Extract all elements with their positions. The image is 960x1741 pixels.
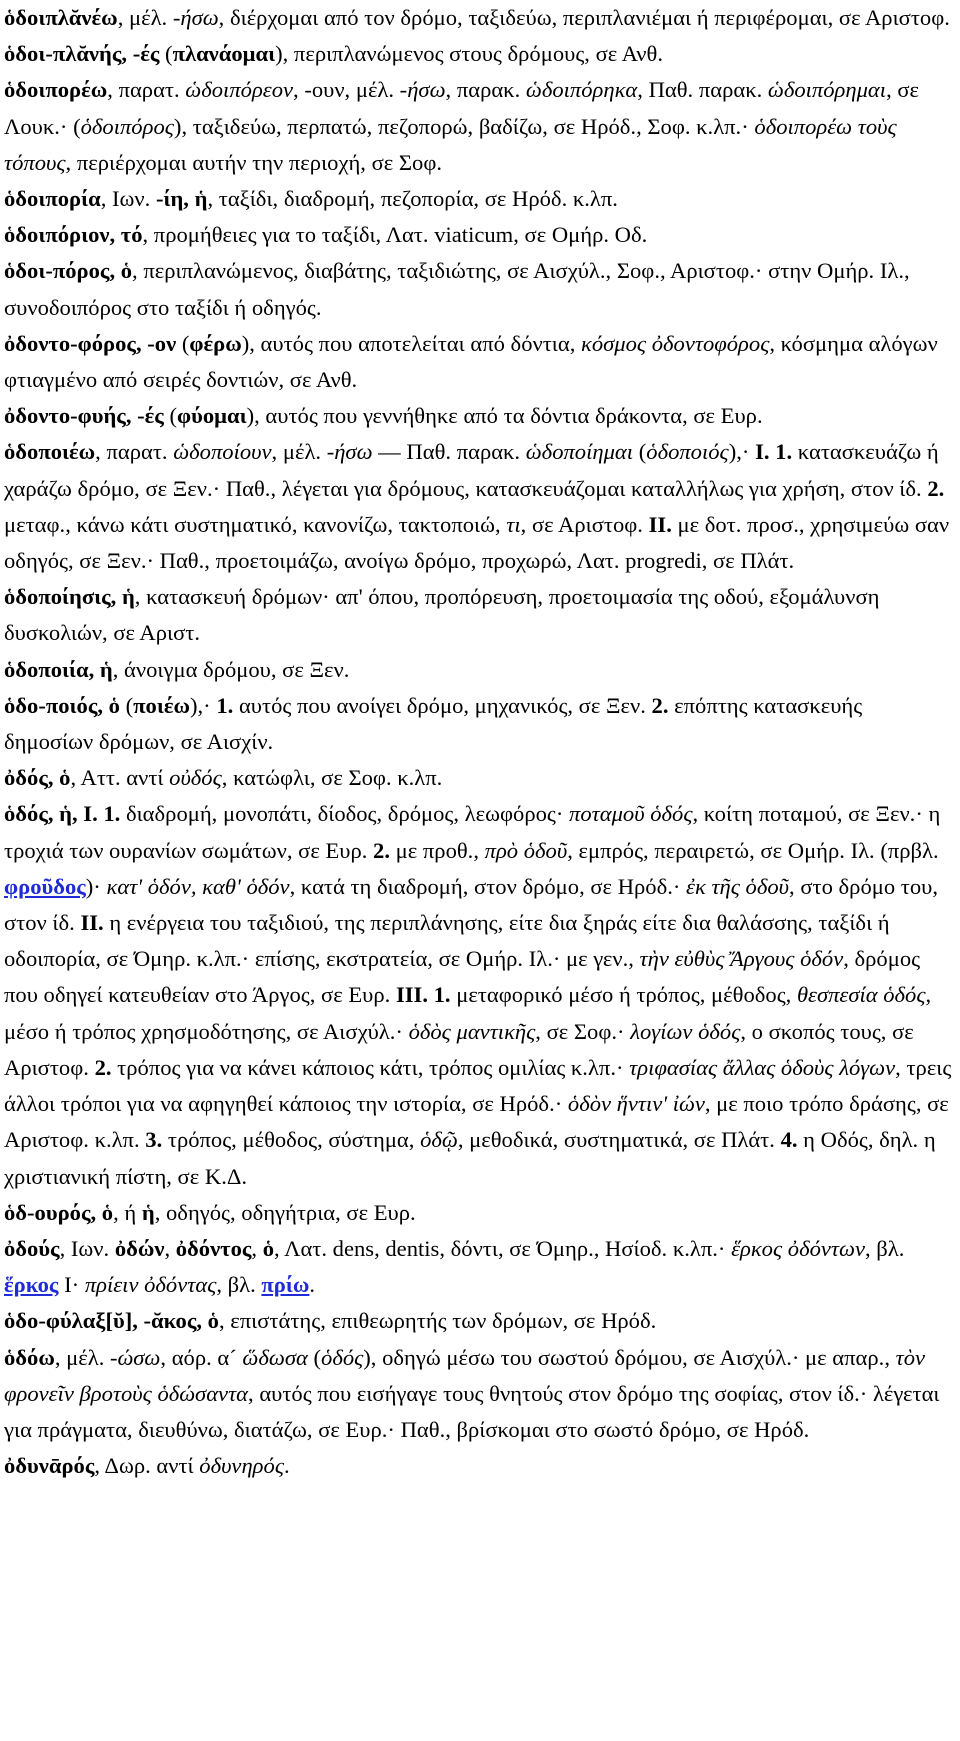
entry-text: , περιέρχομαι αυτήν την περιοχή, σε Σοφ. xyxy=(65,149,443,175)
entry-text: ),· xyxy=(190,692,217,718)
italic-text: οὐδός xyxy=(169,765,222,791)
entry-text: , κοίτη ποταμού, σε Ξεν.· η τροχιά των ουρανίων σωμάτων, σε Ευρ. xyxy=(4,801,941,863)
italic-text: ὡδοποίουν xyxy=(173,439,272,465)
italic-text: κόσμος ὀδοντοφόρος xyxy=(581,330,770,356)
cross-reference-link[interactable]: ἕρκος xyxy=(4,1272,59,1298)
headword-bold: ποιέω xyxy=(133,692,190,718)
headword-bold: ὁδοποιία, ἡ xyxy=(4,656,113,682)
headword-bold: 4. xyxy=(780,1127,798,1153)
entry-text: , βλ. xyxy=(216,1272,262,1298)
italic-text: ὁδοιπορέω τοὺς τόπους xyxy=(4,113,897,175)
entry-text: ( xyxy=(159,41,173,67)
entry-text: , με ποιο τρόπο δράσης, σε Αριστοφ. κ.λπ. xyxy=(4,1091,949,1153)
entry-text: , προμήθειες για το ταξίδι, Λατ. viaticum, σε Ομήρ. Οδ. xyxy=(142,222,648,248)
entry-text: τρόπος, μέθοδος, σύστημα, xyxy=(162,1127,421,1153)
italic-text: ὡδοιπόρημαι xyxy=(767,77,887,103)
entry-text: η Οδός, δηλ. η χριστιανική πίστη, σε Κ.Δ. xyxy=(4,1127,936,1189)
headword-bold: φύομαι xyxy=(177,403,247,429)
entry-text: ( xyxy=(119,692,134,718)
entry-text: , σε Λουκ.· ( xyxy=(4,77,920,139)
italic-text: -ήσω xyxy=(172,5,219,30)
headword-bold: III. 1. xyxy=(395,982,451,1008)
entry-text: ), ταξιδεύω, περπατώ, πεζοπορώ, βαδίζω, σε Ηρόδ., Σοφ. κ.λπ.· xyxy=(173,113,755,139)
italic-text: ὡδοιπόρηκα xyxy=(525,77,638,103)
entry-text: , παρατ. xyxy=(107,77,186,103)
italic-text: πρὸ ὁδοῦ xyxy=(484,837,568,863)
headword-bold: 1. xyxy=(216,692,234,718)
entry-text: . xyxy=(309,1272,316,1298)
italic-text: ὁδὸς μαντικῆς xyxy=(408,1018,536,1044)
dictionary-entry xyxy=(4,652,952,688)
headword-bold: I. 1. xyxy=(755,439,793,465)
entry-text: , ή xyxy=(113,1199,142,1225)
entry-text: με δοτ. προσ., χρησιμεύω σαν οδηγός, σε Ξεν.· Παθ., προετοιμάζω, ανοίγω δρόμο, προχωρώ, Λατ. progredi, σε Πλάτ. xyxy=(4,511,950,574)
italic-text: ὁδῷ xyxy=(420,1127,458,1153)
entry-text: , ο σκοπός τους, σε Αριστοφ. xyxy=(4,1018,914,1080)
entry-text: , επιστάτης, επιθεωρητής των δρόμων, σε Ηρόδ. xyxy=(218,1308,657,1334)
headword-bold: 2. xyxy=(373,837,390,863)
dictionary-entry xyxy=(4,398,952,434)
entry-text: ),· xyxy=(728,439,756,465)
entry-text: ), αυτός που γεννήθηκε από τα δόντια δράκοντα, σε Ευρ. xyxy=(246,403,763,429)
dictionary-entry xyxy=(4,1448,952,1484)
entry-text: επόπτης κατασκευής δημοσίων δρόμων, σε Αισχίν. xyxy=(4,692,863,755)
entry-text: , εμπρός, περαιρετώ, σε Ομήρ. Ιλ. (πρβλ. xyxy=(567,837,939,863)
entry-text: τρόπος για να κάνει κάποιος κάτι, τρόπος ομιλίας κ.λπ.· xyxy=(111,1054,630,1080)
cross-reference-link[interactable]: πρίω xyxy=(261,1272,310,1298)
entry-text: , ταξίδι, διαδρομή, πεζοπορία, σε Ηρόδ. κ.λπ. xyxy=(207,186,618,212)
entry-text: , κατά τη διαδρομή, στον δρόμο, σε Ηρόδ.· xyxy=(289,873,687,899)
italic-text: πρίειν ὀδόντας xyxy=(84,1272,217,1298)
headword-bold: ὁδός, ἡ, I. 1. xyxy=(4,801,121,827)
headword-bold: ὁ xyxy=(262,1235,275,1261)
italic-text: ὁδός xyxy=(321,1344,364,1370)
headword-bold: ὁδ-ουρός, ὁ xyxy=(4,1199,114,1225)
headword-bold: πλανάομαι xyxy=(172,41,276,67)
entry-text: , δρόμος που οδηγεί κατευθείαν στο Άργος, σε Ευρ. xyxy=(4,946,921,1008)
dictionary-entry xyxy=(4,253,952,325)
italic-text: -ήσω xyxy=(326,439,373,465)
entry-text: , Ιων. xyxy=(59,1235,115,1261)
entry-text: ( xyxy=(176,330,190,356)
italic-text: κατ' ὁδόν, καθ' ὁδόν xyxy=(106,873,290,899)
entry-text: η ενέργεια του ταξιδιού, της περιπλάνησης, είτε δια ξηράς είτε δια θαλάσσης, ταξίδι ή οδοιπορία, σε Όμηρ. κ.λπ.· επίσης, εκστρατεία, σε Ομήρ. Ιλ.· με γεν., xyxy=(4,910,890,972)
dictionary-entry xyxy=(4,326,952,398)
headword-bold: ὁδο-ποιός, ὁ xyxy=(4,692,120,718)
entry-text: , Παθ. παρακ. xyxy=(637,77,768,103)
headword-bold: ὁδοποιέω xyxy=(4,439,96,465)
headword-bold: 2. xyxy=(651,692,669,718)
dictionary-entry xyxy=(4,72,952,181)
dictionary-entry xyxy=(4,1195,952,1231)
italic-text: τὸν φρονεῖν βροτοὺς ὁδώσαντα xyxy=(4,1344,926,1406)
headword-bold: ὀδούς xyxy=(4,1235,60,1261)
entry-text: , μέλ. xyxy=(54,1344,110,1370)
italic-text: ὁδὸν ἥντιν' ἰών xyxy=(567,1091,705,1117)
entry-text: , μέλ. xyxy=(117,5,173,30)
dictionary-entry xyxy=(4,217,952,253)
italic-text: τι xyxy=(506,511,521,537)
entry-text: , μεθοδικά, συστηματικά, σε Πλάτ. xyxy=(457,1127,781,1153)
dictionary-entry xyxy=(4,760,952,796)
dictionary-entry xyxy=(4,434,952,579)
entry-text: , -ουν, μέλ. - xyxy=(293,77,408,103)
headword-bold: ὁδο-φύλαξ[ῠ], -ᾰκος, ὁ xyxy=(4,1308,219,1334)
headword-bold: ὀδοντο-φόρος, -ον xyxy=(4,330,177,356)
entry-text: ( xyxy=(307,1344,322,1370)
italic-text: θεσπεσία ὁδός xyxy=(796,982,926,1008)
entry-text: , κατώφλι, σε Σοφ. κ.λπ. xyxy=(221,765,443,791)
dictionary-entry xyxy=(4,181,952,217)
entry-text: , βλ. xyxy=(864,1235,905,1261)
dictionary-entry xyxy=(4,1340,952,1449)
headword-bold: -ίη, ἡ xyxy=(155,186,208,212)
entry-text: , σε Σοφ.· xyxy=(535,1018,631,1044)
headword-bold: ὀδόντος xyxy=(175,1235,252,1261)
entry-text: , Αττ. αντί xyxy=(70,765,170,791)
entry-text: ), περιπλανώμενος στους δρόμους, σε Ανθ. xyxy=(275,41,663,67)
entry-text: , τρεις άλλοι τρόποι για να αφηγηθεί κάποιος την ιστορία, σε Ηρόδ.· xyxy=(4,1054,952,1117)
italic-text: ἕρκος ὀδόντων xyxy=(731,1235,865,1261)
cross-reference-link[interactable]: φροῦδος xyxy=(4,873,86,899)
dictionary-entry xyxy=(4,0,952,36)
dictionary-entry xyxy=(4,36,952,72)
entry-text: , κόσμημα αλόγων φτιαγμένο από σειρές δοντιών, σε Ανθ. xyxy=(4,330,938,393)
headword-bold: 3. xyxy=(145,1127,163,1153)
entry-text: , διέρχομαι από τον δρόμο, ταξιδεύω, περιπλανιέμαι ή περιφέρομαι, σε Αριστοφ. xyxy=(218,5,950,30)
entry-text: , Λατ. dens, dentis, δόντι, σε Όμηρ., Ησίοδ. κ.λπ.· xyxy=(274,1235,732,1261)
entry-text: , περιπλανώμενος, διαβάτης, ταξιδιώτης, σε Αισχύλ., Σοφ., Αριστοφ.· στην Ομήρ. Ιλ., συνοδοιπόρος στο ταξίδι ή οδηγός. xyxy=(4,258,910,320)
dictionary-entry xyxy=(4,579,952,651)
italic-text: ὡδοιπόρεον xyxy=(185,77,294,103)
entry-text: , σε Αριστοφ. xyxy=(520,511,649,537)
entry-text: , μέσο ή τρόπος χρησμοδότησης, σε Αισχύλ.· xyxy=(4,982,932,1044)
entry-text: , οδηγός, οδηγήτρια, σε Ευρ. xyxy=(154,1199,416,1225)
dictionary-entry xyxy=(4,1303,952,1339)
headword-bold: ἡ xyxy=(141,1199,155,1225)
italic-text: ὁδοποιός xyxy=(646,439,729,465)
italic-text: ὁδοιπόρος xyxy=(80,113,174,139)
headword-bold: ὁδοιπόριον, τό xyxy=(4,222,143,248)
headword-bold: ὀδοντο-φυής, -ές xyxy=(4,403,164,429)
entry-text: , xyxy=(251,1235,263,1261)
headword-bold: II. xyxy=(80,910,104,936)
entry-text: , Δωρ. αντί xyxy=(94,1453,200,1479)
headword-bold: ὁδόω xyxy=(4,1344,55,1370)
entry-text: , αυτός που εισήγαγε τους θνητούς στον δρόμο της σοφίας, στον ίδ.· λέγεται για πράγματα, διευθύνω, διατάζω, σε Ευρ.· Παθ., βρίσκομαι στο σωστό δρόμο, σε Ηρόδ. xyxy=(4,1380,940,1442)
headword-bold: 2. xyxy=(927,475,945,501)
entry-text: μεταφ., κάνω κάτι συστηματικό, κανονίζω, τακτοποιώ, xyxy=(4,511,507,537)
headword-bold: ὁδοι-πόρος, ὁ xyxy=(4,258,133,284)
headword-bold: 2. xyxy=(94,1054,112,1080)
entry-text: κατασκευάζω ή χαράζω δρόμο, σε Ξεν.· Παθ., λέγεται για δρόμους, κατασκευάζομαι καταλλήλως για χρήση, στον ίδ. xyxy=(4,439,939,501)
entry-text: )· xyxy=(85,873,107,899)
entry-text: διαδρομή, μονοπάτι, δίοδος, δρόμος, λεωφόρος· xyxy=(120,801,570,827)
headword-bold: ὁδοιπορέω xyxy=(4,77,108,103)
italic-text: ὀδυνηρός xyxy=(199,1453,284,1479)
italic-text: τριφασίας ἄλλας ὁδοὺς λόγων xyxy=(629,1054,896,1080)
italic-text: ὥδωσα xyxy=(242,1344,308,1370)
headword-bold: ὁδοι-πλᾰνής, -ές xyxy=(4,41,160,67)
entry-text: με προθ., xyxy=(389,837,485,863)
entry-text: ), οδηγώ μέσω του σωστού δρόμου, σε Αισχύλ.· με απαρ., xyxy=(363,1344,896,1370)
entry-text: , άνοιγμα δρόμου, σε Ξεν. xyxy=(112,656,350,682)
entry-text: ( xyxy=(633,439,647,465)
dictionary-entry xyxy=(4,1231,952,1303)
entry-text: , στο δρόμο του, στον ίδ. xyxy=(4,873,939,936)
headword-bold: ὁδοποίησις, ἡ xyxy=(4,584,135,610)
entry-text: , μέλ. xyxy=(271,439,327,465)
dictionary-entry xyxy=(4,796,952,1194)
entry-text: , αόρ. α´ xyxy=(160,1344,243,1370)
italic-text: ποταμοῦ ὁδός xyxy=(569,801,693,827)
headword-bold: φέρω xyxy=(189,330,242,356)
entry-text: , παρατ. xyxy=(95,439,174,465)
italic-text: ὡδοποίημαι xyxy=(525,439,634,465)
entry-text: I· xyxy=(58,1272,85,1298)
italic-text: τὴν εὐθὺς Ἄργους ὁδόν xyxy=(639,946,844,972)
italic-text: ἐκ τῆς ὁδοῦ xyxy=(686,873,790,899)
headword-bold: ὀδός, ὁ xyxy=(4,765,71,791)
dictionary-entry xyxy=(4,688,952,760)
italic-text: -ώσω xyxy=(110,1344,161,1370)
entry-text: ), αυτός που αποτελείται από δόντια, xyxy=(241,330,582,356)
entry-text: , Ιων. xyxy=(100,186,156,212)
italic-text: λογίων ὁδός xyxy=(630,1018,741,1044)
entry-text: μεταφορικό μέσο ή τρόπος, μέθοδος, xyxy=(450,982,797,1008)
entry-text: . xyxy=(283,1453,290,1479)
headword-bold: ὁδοιπορία xyxy=(4,186,101,212)
entry-text: — Παθ. παρακ. xyxy=(372,439,526,465)
entry-text: , xyxy=(164,1235,176,1261)
headword-bold: ὁδοιπλᾰνέω xyxy=(4,5,118,30)
entry-text: , κατασκευή δρόμων· απ' όπου, προπόρευση, προετοιμασία της οδού, εξομάλυνση δυσκολιών, σε Αριστ. xyxy=(4,584,880,646)
italic-text: ήσω xyxy=(407,77,446,103)
headword-bold: ὀδυνᾱρός xyxy=(4,1453,95,1479)
entry-text: ( xyxy=(163,403,178,429)
entry-text: αυτός που ανοίγει δρόμο, μηχανικός, σε Ξεν. xyxy=(233,692,652,718)
headword-bold: ὀδών xyxy=(114,1235,165,1261)
entry-text: , παρακ. xyxy=(445,77,526,103)
headword-bold: II. xyxy=(648,511,672,537)
